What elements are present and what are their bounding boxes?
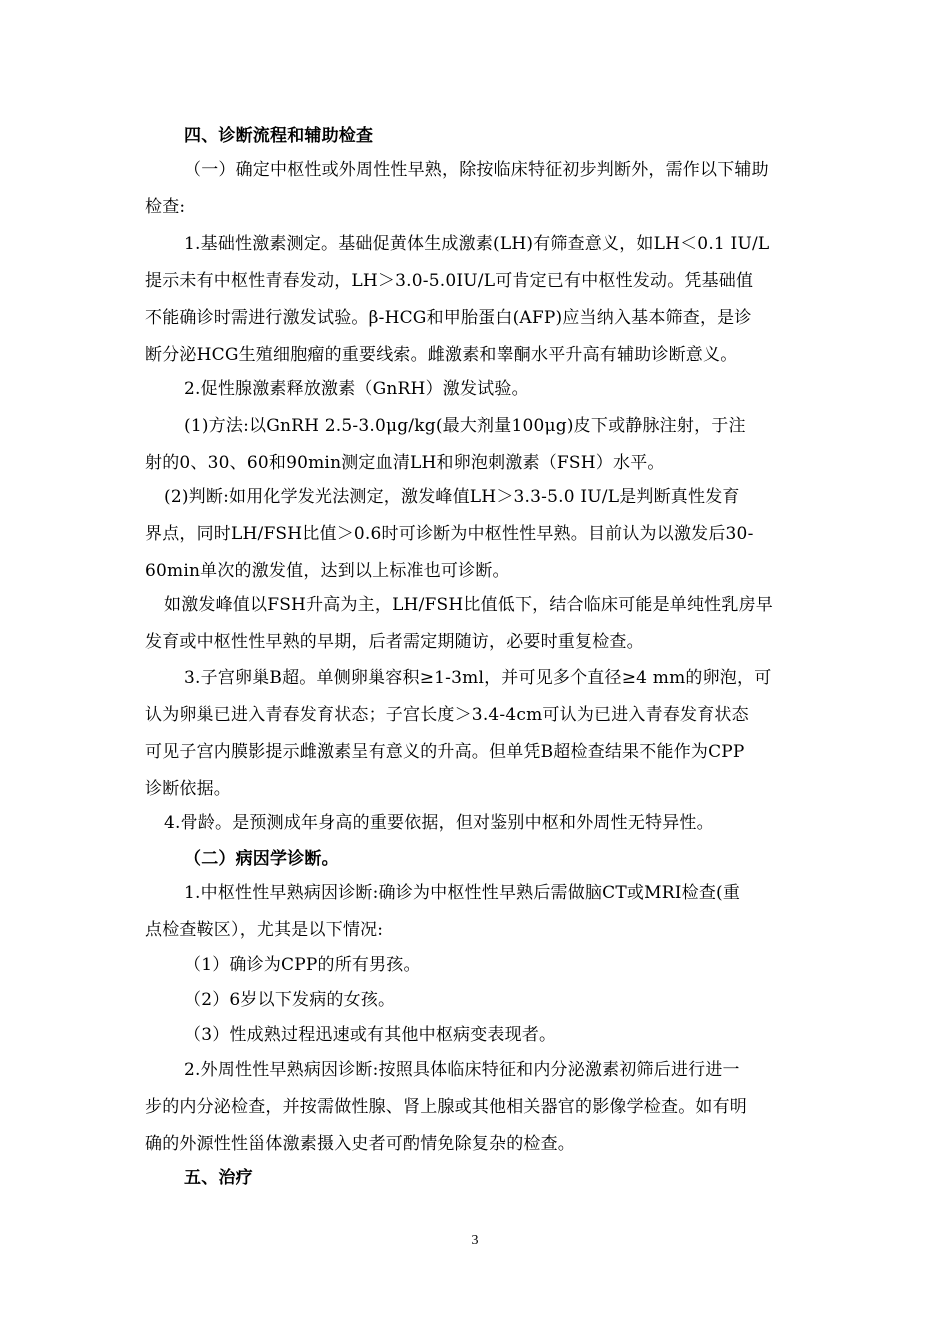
subsection-heading-etiology: （二）病因学诊断。 [184, 849, 339, 869]
paragraph-line: 不能确诊时需进行激发试验。β-HCG和甲胎蛋白(AFP)应当纳入基本筛查，是诊 [145, 308, 752, 328]
paragraph-line: 4.骨龄。是预测成年身高的重要依据，但对鉴别中枢和外周性无特异性。 [164, 813, 714, 833]
paragraph-line: 断分泌HCG生殖细胞瘤的重要线索。雌激素和睾酮水平升高有辅助诊断意义。 [145, 345, 738, 365]
paragraph-line: 诊断依据。 [145, 779, 231, 799]
paragraph-line: 步的内分泌检查，并按需做性腺、肾上腺或其他相关器官的影像学检查。如有明 [145, 1097, 747, 1117]
paragraph-line: 3.子宫卵巢B超。单侧卵巢容积≥1-3ml，并可见多个直径≥4 mm的卵泡，可 [184, 668, 772, 688]
list-item: （2）6岁以下发病的女孩。 [184, 990, 396, 1010]
paragraph-line: 可见子宫内膜影提示雌激素呈有意义的升高。但单凭B超检查结果不能作为CPP [145, 742, 745, 762]
paragraph-line: 2.促性腺激素释放激素（GnRH）激发试验。 [184, 379, 529, 399]
paragraph-line: 界点，同时LH/FSH比值＞0.6时可诊断为中枢性性早熟。目前认为以激发后30- [145, 524, 754, 544]
paragraph-line: 认为卵巢已进入青春发育状态；子宫长度＞3.4-4cm可认为已进入青春发育状态 [145, 705, 749, 725]
paragraph-line: 60min单次的激发值，达到以上标准也可诊断。 [145, 561, 510, 581]
paragraph-line: 检查: [145, 197, 186, 217]
paragraph-line: 提示未有中枢性青春发动，LH＞3.0-5.0IU/L可肯定已有中枢性发动。凭基础值 [145, 271, 754, 291]
section-heading-diagnosis: 四、诊断流程和辅助检查 [184, 126, 374, 146]
paragraph-line: 1.基础性激素测定。基础促黄体生成激素(LH)有筛查意义，如LH＜0.1 IU/L [184, 234, 770, 254]
paragraph-line: 确的外源性性甾体激素摄入史者可酌情免除复杂的检查。 [145, 1134, 575, 1154]
paragraph-line: 2.外周性性早熟病因诊断:按照具体临床特征和内分泌激素初筛后进行进一 [184, 1060, 740, 1080]
paragraph-line: 发育或中枢性性早熟的早期，后者需定期随访，必要时重复检查。 [145, 632, 644, 652]
paragraph-line: 射的0、30、60和90min测定血清LH和卵泡刺激素（FSH）水平。 [145, 453, 665, 473]
paragraph-line: 点检查鞍区），尤其是以下情况: [145, 920, 384, 940]
page-number: 3 [471, 1233, 479, 1248]
paragraph-line: 如激发峰值以FSH升高为主，LH/FSH比值低下，结合临床可能是单纯性乳房早 [164, 595, 773, 615]
paragraph-line: 1.中枢性性早熟病因诊断:确诊为中枢性性早熟后需做脑CT或MRI检查(重 [184, 883, 741, 903]
paragraph-line: (2)判断:如用化学发光法测定，激发峰值LH＞3.3-5.0 IU/L是判断真性发育 [164, 487, 740, 507]
paragraph-line: (1)方法:以GnRH 2.5-3.0μg/kg(最大剂量100μg)皮下或静脉注射，于注 [184, 416, 746, 436]
list-item: （3）性成熟过程迅速或有其他中枢病变表现者。 [184, 1025, 557, 1045]
section-heading-treatment: 五、治疗 [184, 1168, 253, 1188]
list-item: （1）确诊为CPP的所有男孩。 [184, 955, 421, 975]
paragraph-line: （一）确定中枢性或外周性性早熟，除按临床特征初步判断外，需作以下辅助 [184, 160, 769, 180]
